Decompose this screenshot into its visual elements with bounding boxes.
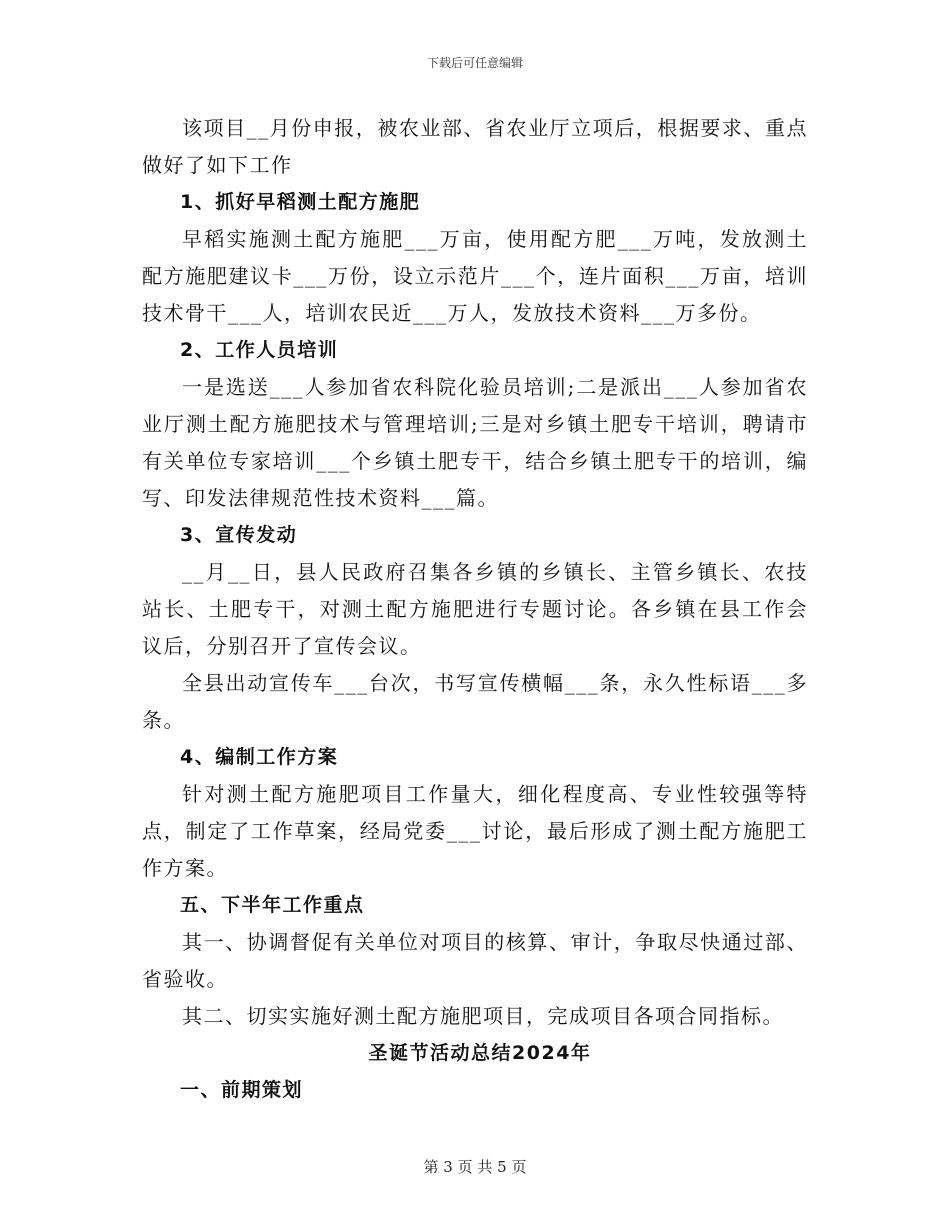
section-3-heading: 3、宣传发动 (180, 524, 298, 546)
section-2-paragraph: 一是选送___人参加省农科院化验员培训;二是派出___人参加省农业厅测土配方施肥技术与管理培训;三是对乡镇土肥专干培训，聘请市有关单位专家培训___个乡镇土肥专干，结合乡镇土肥专干的培训，编写、印发法律规范性技术资料___篇。 (142, 375, 808, 510)
section-4-paragraph: 针对测土配方施肥项目工作量大，细化程度高、专业性较强等特点，制定了工作草案，经局党委___讨论，最后形成了测土配方施肥工作方案。 (142, 782, 808, 880)
section-3-paragraph-2: 全县出动宣传车___台次，书写宣传横幅___条，永久性标语___多条。 (142, 671, 808, 732)
section-5-paragraph-1: 其一、协调督促有关单位对项目的核算、审计，争取尽快通过部、省验收。 (142, 930, 808, 991)
next-document-section-1-heading: 一、前期策划 (180, 1079, 304, 1101)
section-3-paragraph-1: __月__日，县人民政府召集各乡镇的乡镇长、主管乡镇长、农技站长、土肥专干，对测土配方施肥进行专题讨论。各乡镇在县工作会议后，分别召开了宣传会议。 (142, 560, 808, 658)
next-document-title: 圣诞节活动总结2024年 (368, 1042, 592, 1064)
section-4-heading: 4、编制工作方案 (180, 746, 339, 768)
page-number: 第 3 页 共 5 页 (423, 1158, 527, 1176)
intro-paragraph: 该项目__月份申报，被农业部、省农业厅立项后，根据要求、重点做好了如下工作 (142, 116, 808, 177)
section-1-heading: 1、抓好早稻测土配方施肥 (180, 191, 421, 213)
section-2-heading: 2、工作人员培训 (180, 339, 339, 361)
section-5-heading: 五、下半年工作重点 (180, 894, 365, 916)
document-body (142, 110, 808, 1109)
section-5-paragraph-2: 其二、切实实施好测土配方施肥项目，完成项目各项合同指标。 (182, 1004, 784, 1028)
page-header-note: 下载后可任意编辑 (426, 56, 523, 70)
section-1-paragraph: 早稻实施测土配方施肥___万亩，使用配方肥___万吨，发放测土配方施肥建议卡___万份，设立示范片___个，连片面积___万亩，培训技术骨干___人，培训农民近___万人，发放技术资料___万多份。 (142, 227, 808, 325)
